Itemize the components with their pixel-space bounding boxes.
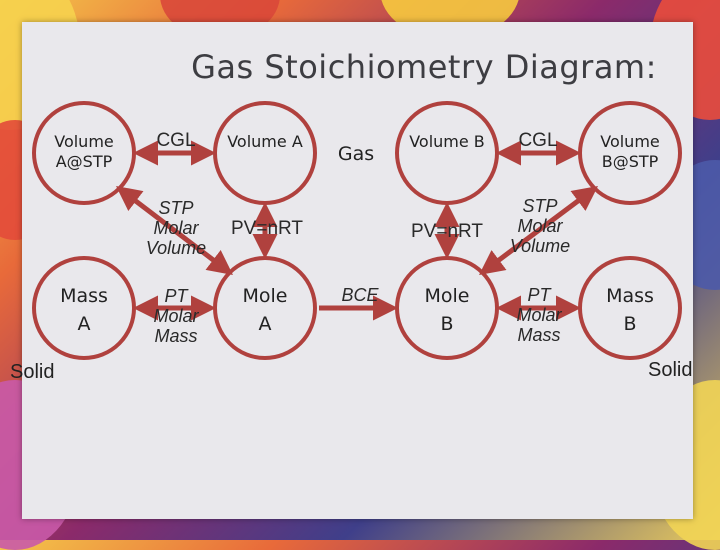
node-circle-volume-b <box>397 103 497 203</box>
edge-label-cgl-right: CGL <box>518 130 558 151</box>
node-mass-a: Mass A <box>60 285 108 335</box>
edge-label-cgl-left: CGL <box>156 130 196 151</box>
node-volume-b-stp: Volume B@STP <box>600 132 660 171</box>
node-gas: Gas <box>337 143 375 165</box>
node-volume-a: Volume A <box>227 132 303 151</box>
edge-label-stp-molar-volume-left: STP Molar Volume <box>145 198 207 258</box>
edge-label-pt-molar-mass-left: PT Molar Mass <box>153 286 199 346</box>
edge-label-bce: BCE <box>341 285 379 305</box>
edge-label-pv-nrt-right: PV=nRT <box>411 221 483 242</box>
edge-label-pt-molar-mass-right: PT Molar Mass <box>516 285 562 345</box>
node-mass-b: Mass B <box>606 285 654 335</box>
node-mole-a: Mole A <box>242 285 288 335</box>
side-label-solid-right: Solid <box>648 359 693 381</box>
node-volume-b: Volume B <box>409 132 485 151</box>
node-mole-b: Mole B <box>424 285 470 335</box>
node-circle-volume-a <box>215 103 315 203</box>
edge-label-pv-nrt-left: PV=nRT <box>231 218 303 239</box>
diagram-title: Gas Stoichiometry Diagram: <box>191 48 657 86</box>
node-volume-a-stp: Volume A@STP <box>54 132 114 171</box>
side-label-solid-left: Solid <box>10 361 55 383</box>
edge-label-stp-molar-volume-right: STP Molar Volume <box>509 196 571 256</box>
